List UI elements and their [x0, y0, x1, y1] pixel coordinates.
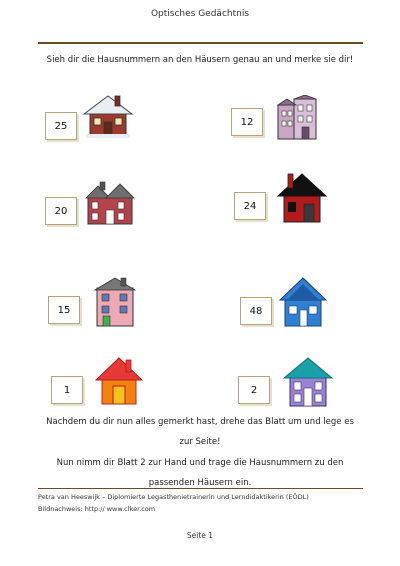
- house-number-box: 20: [45, 197, 77, 225]
- paragraph-line: Nun nimm dir Blatt 2 zur Hand und trage die Hausnummern zu den: [56, 458, 344, 468]
- paragraph-line: Nachdem du dir nun alles gemerkt hast, drehe das Blatt um und lege es: [46, 417, 354, 427]
- pink-townhouse-icon: [276, 95, 320, 141]
- house-number-box: 24: [234, 192, 266, 220]
- paragraph-line: zur Seite!: [179, 437, 221, 447]
- house-number-box: 1: [51, 376, 83, 404]
- footer-credits: Bildnachweis: http:// www.clker.com: [38, 505, 156, 513]
- footer-author: Petra van Heeswijk – Diplomierte Legasthenietrainerin und Lerndidaktikerin (EÖDL): [38, 493, 309, 501]
- house-number-box: 12: [231, 108, 263, 136]
- footer-rule: [38, 488, 363, 489]
- house-number-box: 15: [48, 296, 80, 324]
- snowy-cottage-icon: [82, 92, 134, 140]
- house-number-box: 2: [238, 376, 270, 404]
- pink-apartment-icon: [93, 276, 137, 328]
- orange-house-icon: [94, 356, 144, 406]
- blue-house-icon: [278, 276, 328, 328]
- instruction-text: Sieh dir die Hausnummern an den Häusern genau an und merke sie dir!: [46, 55, 354, 65]
- page-header-title: Optisches Gedächtnis: [150, 9, 250, 19]
- header-rule: [38, 42, 363, 44]
- red-house-icon: [276, 172, 328, 224]
- purple-house-icon: [282, 356, 334, 408]
- paragraph-line: passenden Häusern ein.: [148, 478, 252, 488]
- page-number: Seite 1: [186, 531, 214, 540]
- instruction-paragraph-2: [30, 453, 370, 493]
- instruction-paragraph-1: [30, 412, 370, 452]
- victorian-house-icon: [84, 180, 136, 226]
- house-number-box: 25: [45, 112, 77, 140]
- house-number-box: 48: [240, 297, 272, 325]
